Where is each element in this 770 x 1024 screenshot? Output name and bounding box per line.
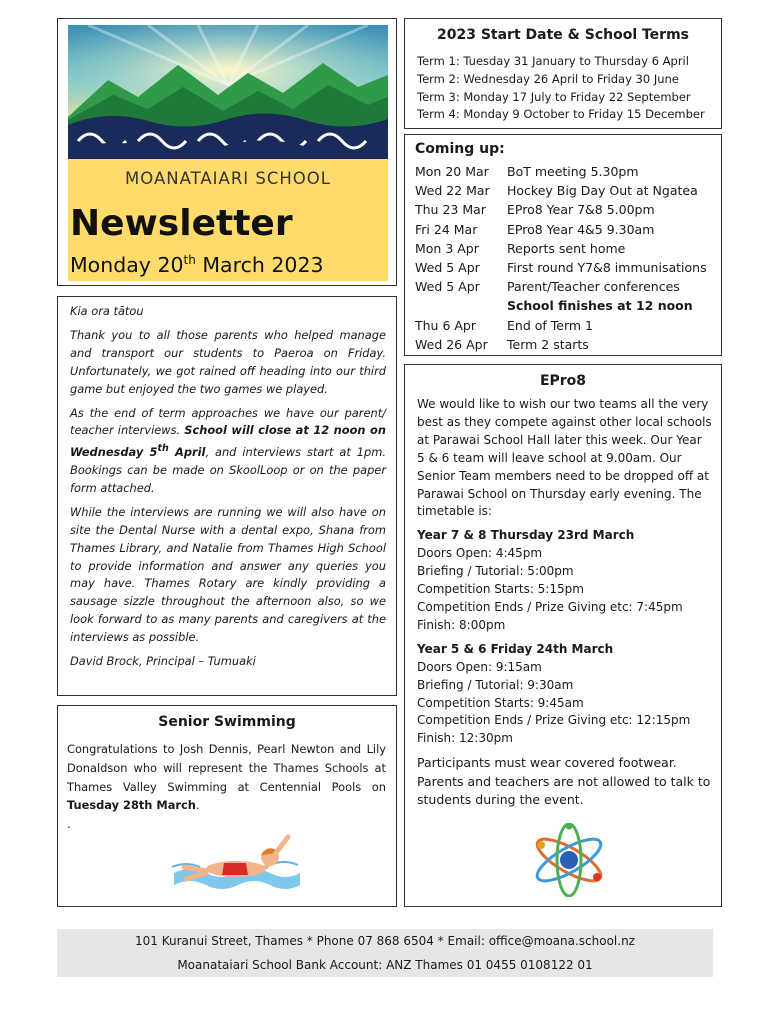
event-text: School finishes at 12 noon bbox=[507, 298, 693, 314]
timetable-item: Doors Open: 9:15am bbox=[417, 659, 542, 674]
event-text: End of Term 1 bbox=[507, 317, 593, 333]
event-date: Wed 22 Mar bbox=[415, 183, 490, 199]
event-date: Fri 24 Mar bbox=[415, 221, 478, 237]
text-span: As the end of term approaches we have our parent/ teacher interviews. bbox=[70, 405, 386, 438]
date-superscript: th bbox=[183, 253, 196, 268]
date-main: Monday 20 bbox=[70, 253, 184, 277]
school-terms-box bbox=[404, 18, 722, 129]
event-row bbox=[415, 220, 707, 239]
timetable-item: Competition Starts: 9:45am bbox=[417, 695, 584, 710]
principal-message-box bbox=[57, 296, 397, 696]
event-row bbox=[415, 239, 707, 258]
text-span: Congratulations to Josh Dennis, Pearl Newton and Lily Donaldson who will represent the Thames Schools at Thames Valley Swimming at Centennial Pools on bbox=[67, 742, 386, 794]
event-row bbox=[415, 200, 707, 219]
timetable-item: Competition Starts: 5:15pm bbox=[417, 582, 584, 597]
term-item: Term 4: Monday 9 October to Friday 15 December bbox=[417, 107, 705, 122]
terms-title: 2023 Start Date & School Terms bbox=[436, 27, 689, 43]
date-month-year: March 2023 bbox=[195, 253, 324, 277]
event-date: Wed 5 Apr bbox=[415, 259, 480, 275]
event-date: Mon 20 Mar bbox=[415, 164, 489, 179]
event-text: Reports sent home bbox=[507, 240, 626, 256]
event-text: Term 2 starts bbox=[507, 336, 589, 352]
newsletter-title: Newsletter bbox=[70, 203, 293, 244]
event-text: BoT meeting 5.30pm bbox=[507, 164, 639, 179]
principal-message bbox=[58, 297, 396, 671]
timetable-item: Finish: 8:00pm bbox=[417, 617, 506, 632]
event-row bbox=[415, 258, 707, 277]
event-row bbox=[415, 316, 707, 335]
newsletter-header bbox=[57, 18, 397, 286]
term-item: Term 2: Wednesday 26 April to Friday 30 June bbox=[417, 71, 679, 86]
events-list bbox=[415, 162, 707, 354]
event-text: First round Y7&8 immunisations bbox=[507, 259, 707, 275]
timetable-heading: Year 7 & 8 Thursday 23rd March bbox=[417, 528, 635, 543]
school-name: MOANATAIARI SCHOOL bbox=[125, 169, 331, 188]
timetable-item: Finish: 12:30pm bbox=[417, 731, 513, 746]
bold-text: School will close at 12 noon on Wednesday 5 bbox=[70, 423, 386, 460]
swimming-text bbox=[58, 730, 396, 834]
event-date bbox=[415, 296, 507, 315]
bank-account-info: Moanataiari School Bank Account: ANZ Thames 01 0455 0108122 01 bbox=[177, 958, 593, 972]
paragraph: We would like to wish our two teams all the very best as they compete against other local schools at Parawai School Hall later this week. Our Year 5 & 6 team will leave school at 9.00am. Our Senior Team members need to be dropped off at Parawai School on Thursday early evening. The timetable is: bbox=[417, 397, 712, 519]
superscript: th bbox=[157, 443, 169, 455]
swimming-title: Senior Swimming bbox=[158, 714, 296, 730]
atom-icon bbox=[529, 823, 609, 897]
timetable-item: Briefing / Tutorial: 9:30am bbox=[417, 677, 574, 692]
event-row bbox=[415, 296, 707, 315]
greeting: Kia ora tātou bbox=[70, 304, 144, 318]
event-text: Hockey Big Day Out at Ngatea bbox=[507, 183, 698, 199]
text-span: , and interviews start at 1pm. Bookings can be made on SkoolLoop or on the paper form attached. bbox=[70, 445, 386, 495]
paragraph: While the interviews are running we will also have on site the Dental Nurse with a dental expo, Shana from Thames Library, and Natalie from Thames High School to provide information and answer any queries you may have. Thames Rotary are kindly providing a sausage sizzle throughout the afternoon also, so we look forward to as many parents and caregivers at the interviews as possible. bbox=[70, 504, 386, 645]
event-text: Parent/Teacher conferences bbox=[507, 279, 680, 295]
coming-up-title: Coming up: bbox=[415, 141, 505, 157]
timetable-item: Briefing / Tutorial: 5:00pm bbox=[417, 564, 574, 579]
event-date: Wed 26 Apr bbox=[415, 336, 488, 352]
event-text: EPro8 Year 7&8 5.00pm bbox=[507, 202, 655, 218]
footer bbox=[57, 929, 713, 977]
event-text: EPro8 Year 4&5 9.30am bbox=[507, 221, 655, 237]
event-row bbox=[415, 277, 707, 296]
text-span: . bbox=[195, 798, 200, 813]
timetable-item: Competition Ends / Prize Giving etc: 12:15pm bbox=[417, 713, 691, 728]
contact-info: 101 Kuranui Street, Thames * Phone 07 868 6504 * Email: office@moana.school.nz bbox=[135, 934, 635, 948]
event-row bbox=[415, 335, 707, 354]
bold-text: Tuesday 28th March bbox=[67, 798, 196, 813]
event-row bbox=[415, 181, 707, 200]
coming-up-box bbox=[404, 134, 722, 356]
paragraph bbox=[70, 405, 386, 498]
epro8-title: EPro8 bbox=[539, 373, 587, 389]
paragraph: Thank you to all those parents who helped manage and transport our students to Paeroa on Friday. Unfortunately, we got rained off heading into our third game but enjoyed the two games we played. bbox=[70, 327, 386, 396]
event-date: Thu 23 Mar bbox=[415, 202, 486, 218]
term-item: Term 3: Monday 17 July to Friday 22 September bbox=[417, 89, 691, 104]
event-date: Mon 3 Apr bbox=[415, 240, 479, 256]
terms-list bbox=[417, 53, 721, 124]
event-row bbox=[415, 162, 707, 181]
epro8-box bbox=[404, 364, 722, 907]
newsletter-date bbox=[70, 253, 324, 277]
bold-text: April bbox=[168, 445, 206, 460]
event-date: Wed 5 Apr bbox=[415, 279, 480, 295]
school-logo bbox=[68, 25, 388, 203]
swimmer-icon bbox=[170, 829, 302, 897]
senior-swimming-box bbox=[57, 705, 397, 907]
timetable-heading: Year 5 & 6 Friday 24th March bbox=[417, 641, 614, 656]
event-date: Thu 6 Apr bbox=[415, 317, 477, 333]
title-band bbox=[68, 203, 388, 281]
paragraph: Participants must wear covered footwear. Parents and teachers are not allowed to talk to students during the event. bbox=[417, 755, 711, 808]
text-span: . bbox=[67, 817, 71, 832]
epro8-body bbox=[405, 389, 721, 810]
timetable-item: Doors Open: 4:45pm bbox=[417, 546, 543, 561]
signature: David Brock, Principal – Tumuaki bbox=[70, 654, 256, 669]
timetable-item: Competition Ends / Prize Giving etc: 7:45pm bbox=[417, 599, 683, 614]
term-item: Term 1: Tuesday 31 January to Thursday 6 April bbox=[417, 54, 689, 68]
